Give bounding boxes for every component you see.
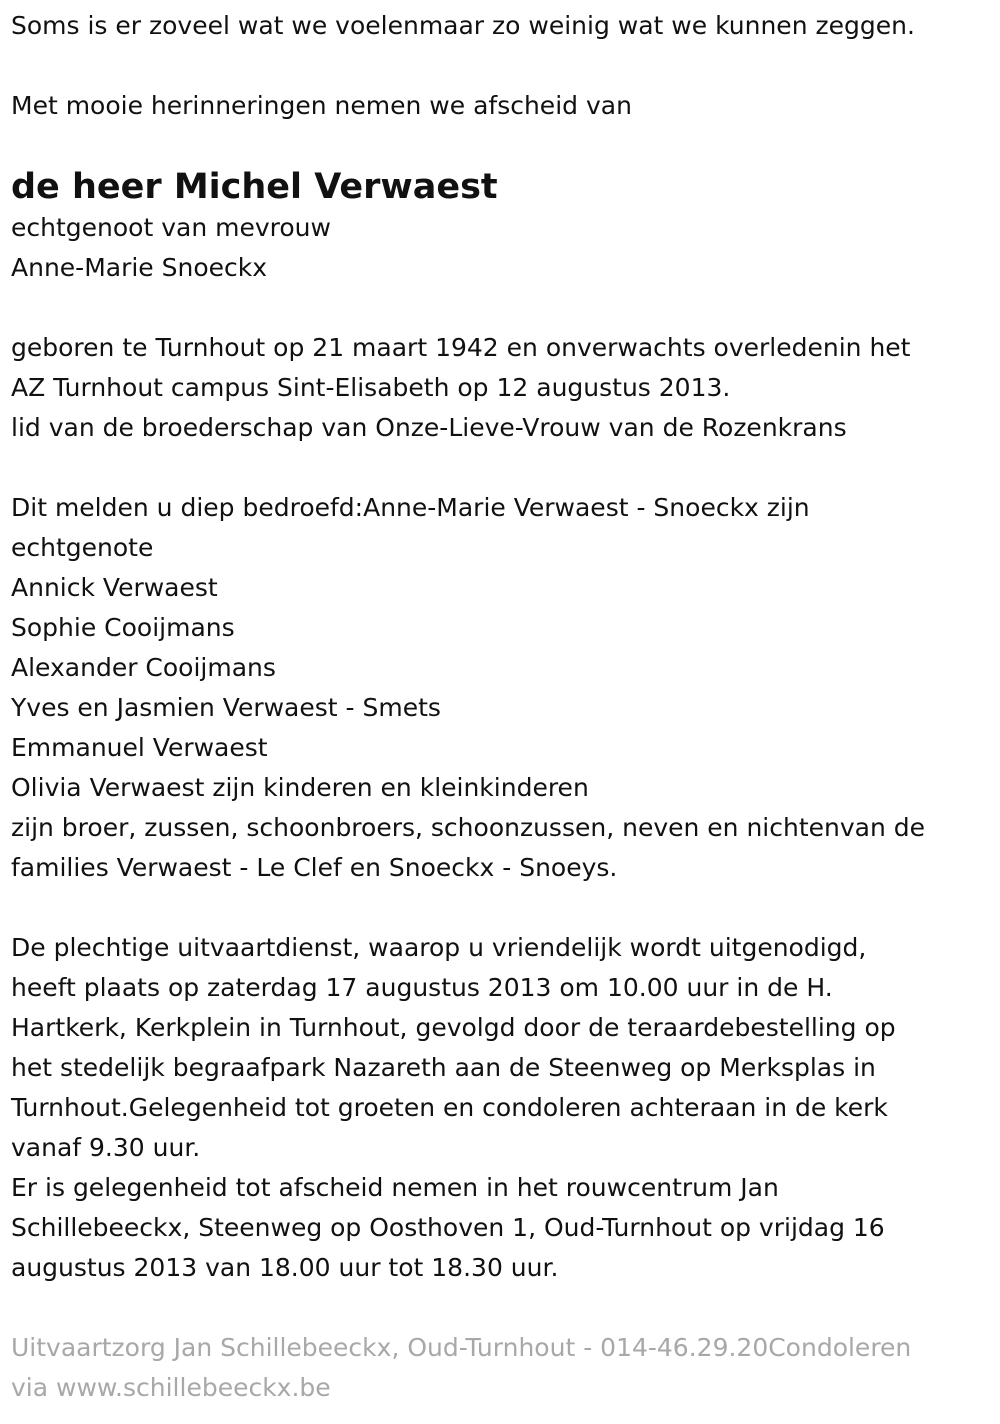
deceased-name: de heer Michel Verwaest [11,167,498,207]
ceremony-line: heeft plaats op zaterdag 17 augustus 2013 om 10.00 uur in de H. [11,973,833,1002]
family-member: Yves en Jasmien Verwaest - Smets [11,693,441,722]
spouse-line: Anne-Marie Snoeckx [11,253,268,282]
ceremony-line: Hartkerk, Kerkplein in Turnhout, gevolgd door de teraardebestelling op [11,1013,896,1042]
membership-line: lid van de broederschap van Onze-Lieve-Vrouw van de Rozenkrans [11,413,847,442]
footer-line: Uitvaartzorg Jan Schillebeeckx, Oud-Turnhout - 014-46.29.20Condoleren [11,1333,912,1362]
ceremony-line: het stedelijk begraafpark Nazareth aan de Steenweg op Merksplas in [11,1053,876,1082]
footer-link[interactable]: via www.schillebeeckx.be [11,1373,331,1402]
spacer [11,1288,1000,1328]
spouse-line: echtgenoot van mevrouw [11,213,331,242]
opening-quote: Soms is er zoveel wat we voelenmaar zo weinig wat we kunnen zeggen. [11,11,915,40]
spacer [11,46,1000,86]
spacer [11,288,1000,328]
family-member: Olivia Verwaest zijn kinderen en kleinkinderen [11,773,589,802]
birth-line: AZ Turnhout campus Sint-Elisabeth op 12 augustus 2013. [11,373,731,402]
family-line: families Verwaest - Le Clef en Snoeckx - Snoeys. [11,853,618,882]
ceremony-line: Schillebeeckx, Steenweg op Oosthoven 1, Oud-Turnhout op vrijdag 16 [11,1213,885,1242]
birth-line: geboren te Turnhout op 21 maart 1942 en onverwachts overledenin het [11,333,911,362]
family-member: Sophie Cooijmans [11,613,235,642]
family-member: Emmanuel Verwaest [11,733,268,762]
family-line: echtgenote [11,533,154,562]
family-member: Alexander Cooijmans [11,653,276,682]
ceremony-line: Er is gelegenheid tot afscheid nemen in het rouwcentrum Jan [11,1173,779,1202]
spacer [11,888,1000,928]
ceremony-line: Turnhout.Gelegenheid tot groeten en condoleren achteraan in de kerk [11,1093,888,1122]
ceremony-line: vanaf 9.30 uur. [11,1133,201,1162]
ceremony-line: De plechtige uitvaartdienst, waarop u vriendelijk wordt uitgenodigd, [11,933,867,962]
spacer [11,448,1000,488]
family-line: zijn broer, zussen, schoonbroers, schoonzussen, neven en nichtenvan de [11,813,926,842]
spacer [11,126,1000,166]
family-line: Dit melden u diep bedroefd:Anne-Marie Verwaest - Snoeckx zijn [11,493,810,522]
family-member: Annick Verwaest [11,573,218,602]
ceremony-line: augustus 2013 van 18.00 uur tot 18.30 uur. [11,1253,559,1282]
intro-text: Met mooie herinneringen nemen we afscheid van [11,91,632,120]
